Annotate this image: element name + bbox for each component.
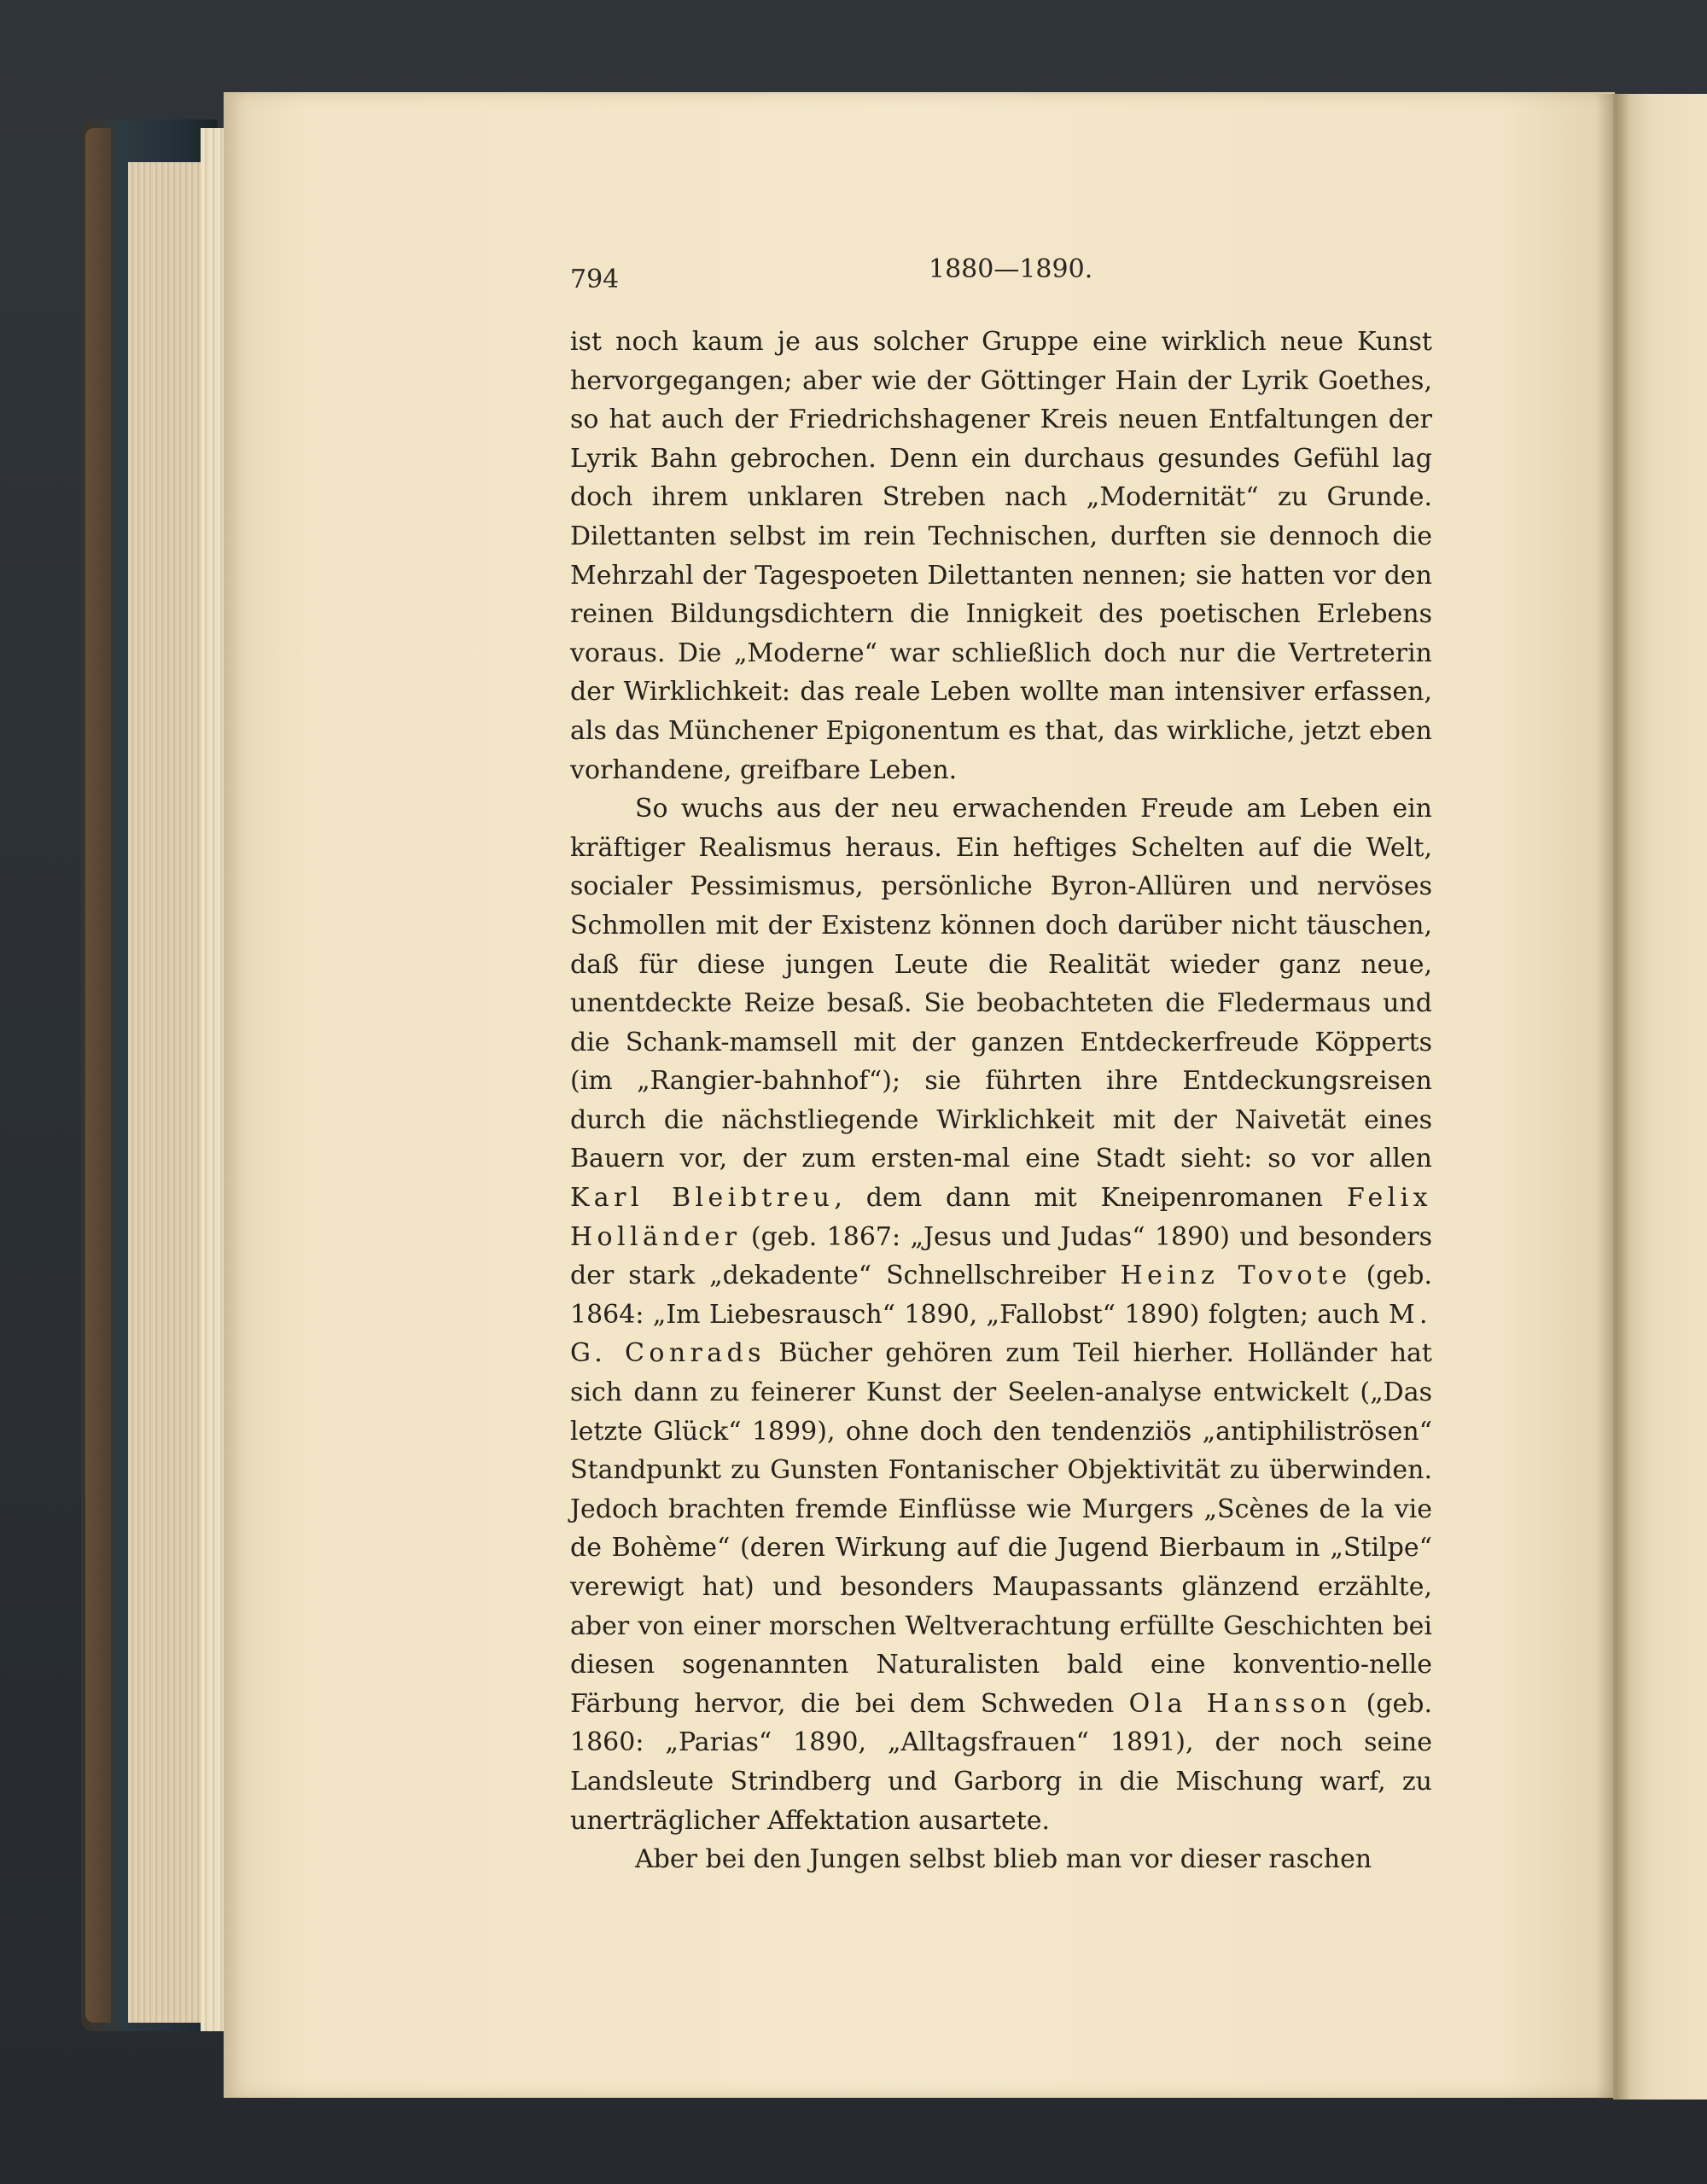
spaced-name: Ola Hansson: [1128, 1688, 1352, 1719]
paragraph-2: [570, 789, 1432, 1840]
text-segment: (geb. 1867: „Jesus und Judas“ 1890) und besonders der stark „dekadente“ Schnellschreiber: [570, 1221, 1432, 1291]
cover-leather-edge: [85, 128, 111, 2023]
spaced-name: Felix Holländer: [570, 1183, 1432, 1252]
spaced-name: Heinz Tovote: [1120, 1261, 1352, 1291]
page-header: [570, 254, 1432, 306]
text-segment: , dem dann mit Kneipenromanen: [834, 1183, 1347, 1214]
text-segment: (geb. 1860: „Parias“ 1890, „Alltagsfrauen“ 1891), der noch seine Landsleute Strindberg und Garborg in die Mischung warf, zu unerträglicher Affektation ausartete.: [570, 1688, 1432, 1836]
paragraph-3: [570, 1840, 1432, 1879]
body-text: [570, 323, 1432, 1879]
text-segment: So wuchs aus der neu erwachenden Freude am Leben ein kräftiger Realismus heraus. Ein heftiges Schelten auf die Welt, socialer Pessimismus, persönliche Byron-Allüren und nervöses Schmollen mit der Existenz können doch darüber nicht täuschen, daß für diese jungen Leute die Realität wieder ganz neue, unentdeckte Reize besaß. Sie beobachteten die Fledermaus und die Schank-mamsell mit der ganzen Entdeckerfreude Köpperts (im „Rangier-bahnhof“); sie führten ihre Entdeckungsreisen durch die nächstliegende Wirklichkeit mit der Naivetät eines Bauern vor, der zum ersten-mal eine Stadt sieht: so vor allen: [570, 794, 1432, 1174]
spaced-name: Karl Bleibtreu: [570, 1183, 835, 1214]
text-segment: Bücher gehören zum Teil hierher. Holländer hat sich dann zu feinerer Kunst der Seelen-analyse entwickelt („Das letzte Glück“ 1899), ohne doch den tendenziös „antiphiliströsen“ Standpunkt zu Gunsten Fontanischer Objektivität zu überwinden. Jedoch brachten fremde Einflüsse wie Murgers „Scènes de la vie de Bohème“ (deren Wirkung auf die Jugend Bierbaum in „Stilpe“ verewigt hat) und besonders Maupassants glänzend erzählte, aber von einer morschen Weltverachtung erfüllte Geschichten bei diesen sogenannten Naturalisten bald eine konventio-nelle Färbung hervor, die bei dem Schweden: [570, 1338, 1432, 1719]
running-head: 1880—1890.: [929, 254, 1093, 284]
paragraph-1: [570, 323, 1432, 789]
text-segment: ist noch kaum je aus solcher Gruppe eine wirklich neue Kunst hervorgegangen; aber wie der Göttinger Hain der Lyrik Goethes, so hat auch der Friedrichshagener Kreis neuen Entfaltungen der Lyrik Bahn gebrochen. Denn ein durchaus gesundes Gefühl lag doch ihrem unklaren Streben nach „Modernität“ zu Grunde. Dilettanten selbst im rein Technischen, durften sie dennoch die Mehrzahl der Tagespoeten Dilettanten nennen; sie hatten vor den reinen Bildungsdichtern die Innigkeit des poetischen Erlebens voraus. Die „Moderne“ war schließlich doch nur die Vertreterin der Wirklichkeit: das reale Leben wollte man intensiver erfassen, als das Münchener Epigonentum es that, das wirkliche, jetzt eben vorhandene, greifbare Leben.: [570, 327, 1432, 785]
gutter-shadow: [1596, 94, 1630, 2100]
page-number: 794: [570, 265, 620, 294]
text-segment: (geb. 1864: „Im Liebesrausch“ 1890, „Fallobst“ 1890) folgten; auch: [570, 1261, 1432, 1330]
text-segment: Aber bei den Jungen selbst blieb man vor dieser raschen: [635, 1844, 1372, 1875]
spaced-name: M. G. Conrads: [570, 1299, 1432, 1369]
